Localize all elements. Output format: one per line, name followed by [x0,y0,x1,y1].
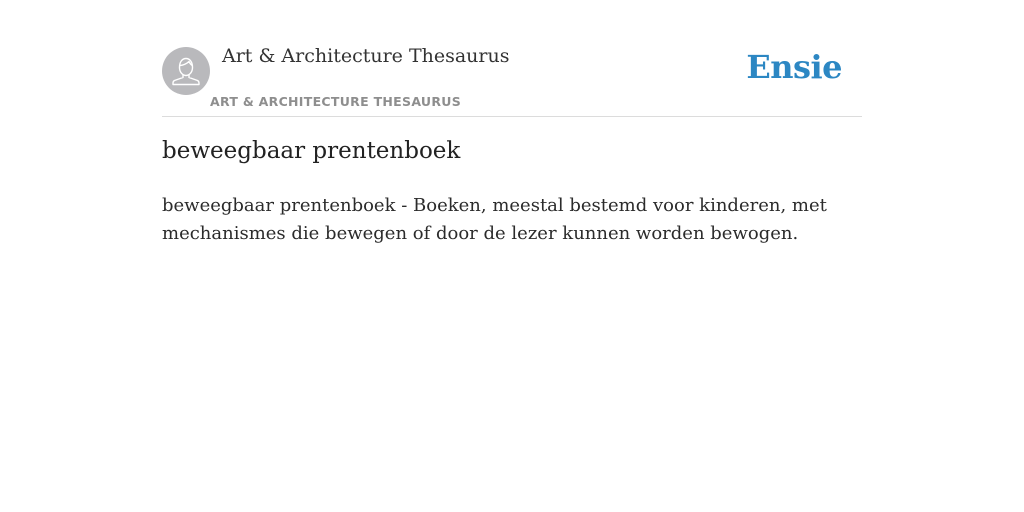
entry-header [162,0,862,117]
term-heading: beweegbaar prentenboek [162,138,461,164]
ensie-logo[interactable]: Ensie [746,48,842,86]
page-container [162,0,862,244]
source-caption[interactable]: ART & ARCHITECTURE THESAURUS [210,94,462,109]
user-icon [162,47,210,95]
avatar[interactable] [162,47,210,95]
term-definition: beweegbaar prentenboek - Boeken, meestal bestemd voor kinderen, met mechanismes die bewegen of door de lezer kunnen worden bewogen. [162,195,827,244]
source-title[interactable]: Art & Architecture Thesaurus [222,45,510,67]
